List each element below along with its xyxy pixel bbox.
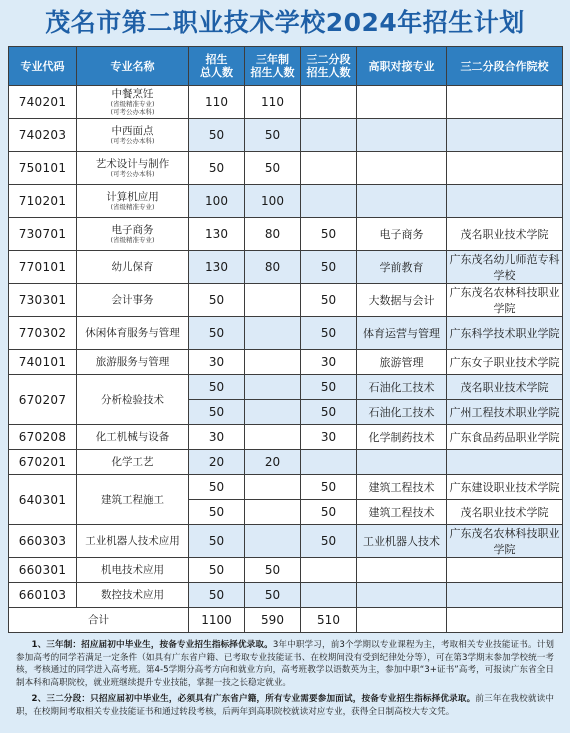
major-name: 化工机械与设备 bbox=[77, 425, 189, 450]
total-count: 130 bbox=[189, 218, 245, 251]
higher-major bbox=[357, 450, 447, 475]
total-count: 50 bbox=[189, 400, 245, 425]
three-year-count bbox=[245, 284, 301, 317]
note-three-two-text: 前三年在我校就读中职，在校期间考取相关专业技能证书和通过转段考核，后两年到高职院校就读对应专业，获得全日制高校大专文凭。 bbox=[16, 694, 554, 717]
three-year-count: 50 bbox=[245, 558, 301, 583]
major-name: 数控技术应用 bbox=[77, 583, 189, 608]
table-row bbox=[9, 317, 563, 350]
major-code: 750101 bbox=[9, 152, 77, 185]
totals-higher-major bbox=[357, 608, 447, 633]
notes-section bbox=[8, 633, 562, 718]
three-year-count: 50 bbox=[245, 119, 301, 152]
three-year-count: 20 bbox=[245, 450, 301, 475]
partner-college bbox=[447, 450, 563, 475]
higher-major: 建筑工程技术 bbox=[357, 475, 447, 500]
total-count: 50 bbox=[189, 317, 245, 350]
total-count: 50 bbox=[189, 558, 245, 583]
major-code: 730301 bbox=[9, 284, 77, 317]
major-name: 艺术设计与制作 (可考公办本科) bbox=[77, 152, 189, 185]
three-two-count bbox=[301, 450, 357, 475]
major-name: 工业机器人技术应用 bbox=[77, 525, 189, 558]
major-name: 建筑工程施工 bbox=[77, 475, 189, 525]
higher-major bbox=[357, 185, 447, 218]
three-two-count bbox=[301, 152, 357, 185]
higher-major: 学前教育 bbox=[357, 251, 447, 284]
partner-college: 广东茂名幼儿师范专科学校 bbox=[447, 251, 563, 284]
partner-college: 广东茂名农林科技职业学院 bbox=[447, 525, 563, 558]
partner-college bbox=[447, 119, 563, 152]
partner-college bbox=[447, 86, 563, 119]
major-code: 740201 bbox=[9, 86, 77, 119]
totals-three-year: 590 bbox=[245, 608, 301, 633]
table-row bbox=[9, 475, 563, 500]
table-row bbox=[9, 86, 563, 119]
three-two-count: 50 bbox=[301, 317, 357, 350]
higher-major: 电子商务 bbox=[357, 218, 447, 251]
major-name: 化学工艺 bbox=[77, 450, 189, 475]
major-code: 670207 bbox=[9, 375, 77, 425]
totals-label: 合计 bbox=[9, 608, 189, 633]
three-year-count: 80 bbox=[245, 218, 301, 251]
header-code: 专业代码 bbox=[9, 47, 77, 86]
three-two-count: 30 bbox=[301, 350, 357, 375]
partner-college bbox=[447, 558, 563, 583]
total-count: 50 bbox=[189, 375, 245, 400]
total-count: 50 bbox=[189, 525, 245, 558]
table-row bbox=[9, 284, 563, 317]
three-two-count: 50 bbox=[301, 500, 357, 525]
major-name: 会计事务 bbox=[77, 284, 189, 317]
three-two-count: 50 bbox=[301, 400, 357, 425]
partner-college: 广东建设职业技术学院 bbox=[447, 475, 563, 500]
total-count: 30 bbox=[189, 350, 245, 375]
table-row bbox=[9, 375, 563, 400]
three-year-count: 50 bbox=[245, 152, 301, 185]
partner-college: 茂名职业技术学院 bbox=[447, 218, 563, 251]
higher-major bbox=[357, 152, 447, 185]
higher-major: 旅游管理 bbox=[357, 350, 447, 375]
higher-major: 化学制药技术 bbox=[357, 425, 447, 450]
major-name: 分析检验技术 bbox=[77, 375, 189, 425]
major-code: 730701 bbox=[9, 218, 77, 251]
total-count: 50 bbox=[189, 152, 245, 185]
partner-college: 广州工程技术职业学院 bbox=[447, 400, 563, 425]
three-year-count bbox=[245, 350, 301, 375]
higher-major: 工业机器人技术 bbox=[357, 525, 447, 558]
higher-major: 体育运营与管理 bbox=[357, 317, 447, 350]
total-count: 30 bbox=[189, 425, 245, 450]
three-year-count: 50 bbox=[245, 583, 301, 608]
table-row bbox=[9, 558, 563, 583]
higher-major: 建筑工程技术 bbox=[357, 500, 447, 525]
higher-major bbox=[357, 558, 447, 583]
higher-major: 大数据与会计 bbox=[357, 284, 447, 317]
major-code: 670201 bbox=[9, 450, 77, 475]
major-code: 770302 bbox=[9, 317, 77, 350]
higher-major: 石油化工技术 bbox=[357, 400, 447, 425]
total-count: 50 bbox=[189, 583, 245, 608]
higher-major bbox=[357, 583, 447, 608]
major-name: 中西面点 (可考公办本科) bbox=[77, 119, 189, 152]
major-code: 740101 bbox=[9, 350, 77, 375]
three-year-count bbox=[245, 475, 301, 500]
major-name: 机电技术应用 bbox=[77, 558, 189, 583]
major-code: 660303 bbox=[9, 525, 77, 558]
totals-partner bbox=[447, 608, 563, 633]
major-name: 幼儿保育 bbox=[77, 251, 189, 284]
table-row bbox=[9, 152, 563, 185]
three-year-count bbox=[245, 375, 301, 400]
total-count: 130 bbox=[189, 251, 245, 284]
totals-row bbox=[9, 608, 563, 633]
major-name: 旅游服务与管理 bbox=[77, 350, 189, 375]
three-year-count bbox=[245, 525, 301, 558]
three-year-count: 110 bbox=[245, 86, 301, 119]
major-code: 670208 bbox=[9, 425, 77, 450]
partner-college: 广东科学技术职业学院 bbox=[447, 317, 563, 350]
three-year-count bbox=[245, 400, 301, 425]
major-name: 电子商务 (省级精准专业) bbox=[77, 218, 189, 251]
major-name: 休闲体育服务与管理 bbox=[77, 317, 189, 350]
totals-total: 1100 bbox=[189, 608, 245, 633]
higher-major: 石油化工技术 bbox=[357, 375, 447, 400]
three-two-count bbox=[301, 119, 357, 152]
note-three-year bbox=[16, 639, 554, 689]
three-two-count bbox=[301, 558, 357, 583]
three-two-count: 30 bbox=[301, 425, 357, 450]
three-year-count: 100 bbox=[245, 185, 301, 218]
total-count: 50 bbox=[189, 475, 245, 500]
enrollment-table bbox=[8, 46, 563, 633]
three-year-count bbox=[245, 317, 301, 350]
major-code: 770101 bbox=[9, 251, 77, 284]
three-two-count: 50 bbox=[301, 475, 357, 500]
partner-college: 广东食品药品职业学院 bbox=[447, 425, 563, 450]
higher-major bbox=[357, 119, 447, 152]
three-year-count bbox=[245, 425, 301, 450]
table-row bbox=[9, 583, 563, 608]
note-three-two-heading: 2、三二分段：只招应届初中毕业生，必须具有广东省户籍，所有专业需要参加面试，按备专业招生指标择优录取。 bbox=[31, 694, 476, 704]
page-title: 茂名市第二职业技术学校2024年招生计划 bbox=[45, 8, 525, 37]
higher-major bbox=[357, 86, 447, 119]
total-count: 50 bbox=[189, 500, 245, 525]
three-two-count: 50 bbox=[301, 525, 357, 558]
three-two-count bbox=[301, 583, 357, 608]
table-row bbox=[9, 450, 563, 475]
note-three-year-text: 3年中职学习，前3个学期以专业课程为主，考取相关专业技能证书。计划参加高考的同学若满足一定条件（如具有广东省户籍、已考取专业技能证书、在校期间没有受到纪律处分等），可在第3学期末参加学校统一考核，考核通过的同学进入高考班。第4-5学期分高考方向和就业方向，高考班教学以语数英为主，参加中职“3+证书”高考，可报读广东省全日制本科和高职院校，就业班继续提升专业技能，掌握一技之长稳定就业。 bbox=[16, 640, 554, 688]
major-code: 660301 bbox=[9, 558, 77, 583]
major-code: 710201 bbox=[9, 185, 77, 218]
three-year-count: 80 bbox=[245, 251, 301, 284]
table-row bbox=[9, 119, 563, 152]
total-count: 50 bbox=[189, 119, 245, 152]
partner-college: 茂名职业技术学院 bbox=[447, 375, 563, 400]
three-two-count: 50 bbox=[301, 284, 357, 317]
header-higher-major: 高职对接专业 bbox=[357, 47, 447, 86]
major-code: 640301 bbox=[9, 475, 77, 525]
header-total: 招生 总人数 bbox=[189, 47, 245, 86]
table-header-row bbox=[9, 47, 563, 86]
total-count: 50 bbox=[189, 284, 245, 317]
header-name: 专业名称 bbox=[77, 47, 189, 86]
three-year-count bbox=[245, 500, 301, 525]
table-row bbox=[9, 185, 563, 218]
major-code: 740203 bbox=[9, 119, 77, 152]
partner-college bbox=[447, 583, 563, 608]
total-count: 110 bbox=[189, 86, 245, 119]
header-three-year: 三年制 招生人数 bbox=[245, 47, 301, 86]
partner-college: 广东茂名农林科技职业学院 bbox=[447, 284, 563, 317]
table-row bbox=[9, 425, 563, 450]
totals-three-two: 510 bbox=[301, 608, 357, 633]
three-two-count: 50 bbox=[301, 375, 357, 400]
table-row bbox=[9, 218, 563, 251]
major-code: 660103 bbox=[9, 583, 77, 608]
major-name: 计算机应用 (省级精准专业) bbox=[77, 185, 189, 218]
three-two-count: 50 bbox=[301, 251, 357, 284]
three-two-count: 50 bbox=[301, 218, 357, 251]
table-row bbox=[9, 350, 563, 375]
note-three-two bbox=[16, 693, 554, 718]
partner-college bbox=[447, 152, 563, 185]
total-count: 100 bbox=[189, 185, 245, 218]
partner-college bbox=[447, 185, 563, 218]
total-count: 20 bbox=[189, 450, 245, 475]
major-name: 中餐烹饪 (省级精准专业) (可考公办本科) bbox=[77, 86, 189, 119]
partner-college: 广东女子职业技术学院 bbox=[447, 350, 563, 375]
table-row bbox=[9, 251, 563, 284]
note-three-year-heading: 1、三年制：招应届初中毕业生，按备专业招生指标择优录取。 bbox=[31, 640, 273, 650]
header-three-two: 三二分段 招生人数 bbox=[301, 47, 357, 86]
three-two-count bbox=[301, 185, 357, 218]
partner-college: 茂名职业技术学院 bbox=[447, 500, 563, 525]
three-two-count bbox=[301, 86, 357, 119]
header-partner: 三二分段合作院校 bbox=[447, 47, 563, 86]
table-row bbox=[9, 525, 563, 558]
